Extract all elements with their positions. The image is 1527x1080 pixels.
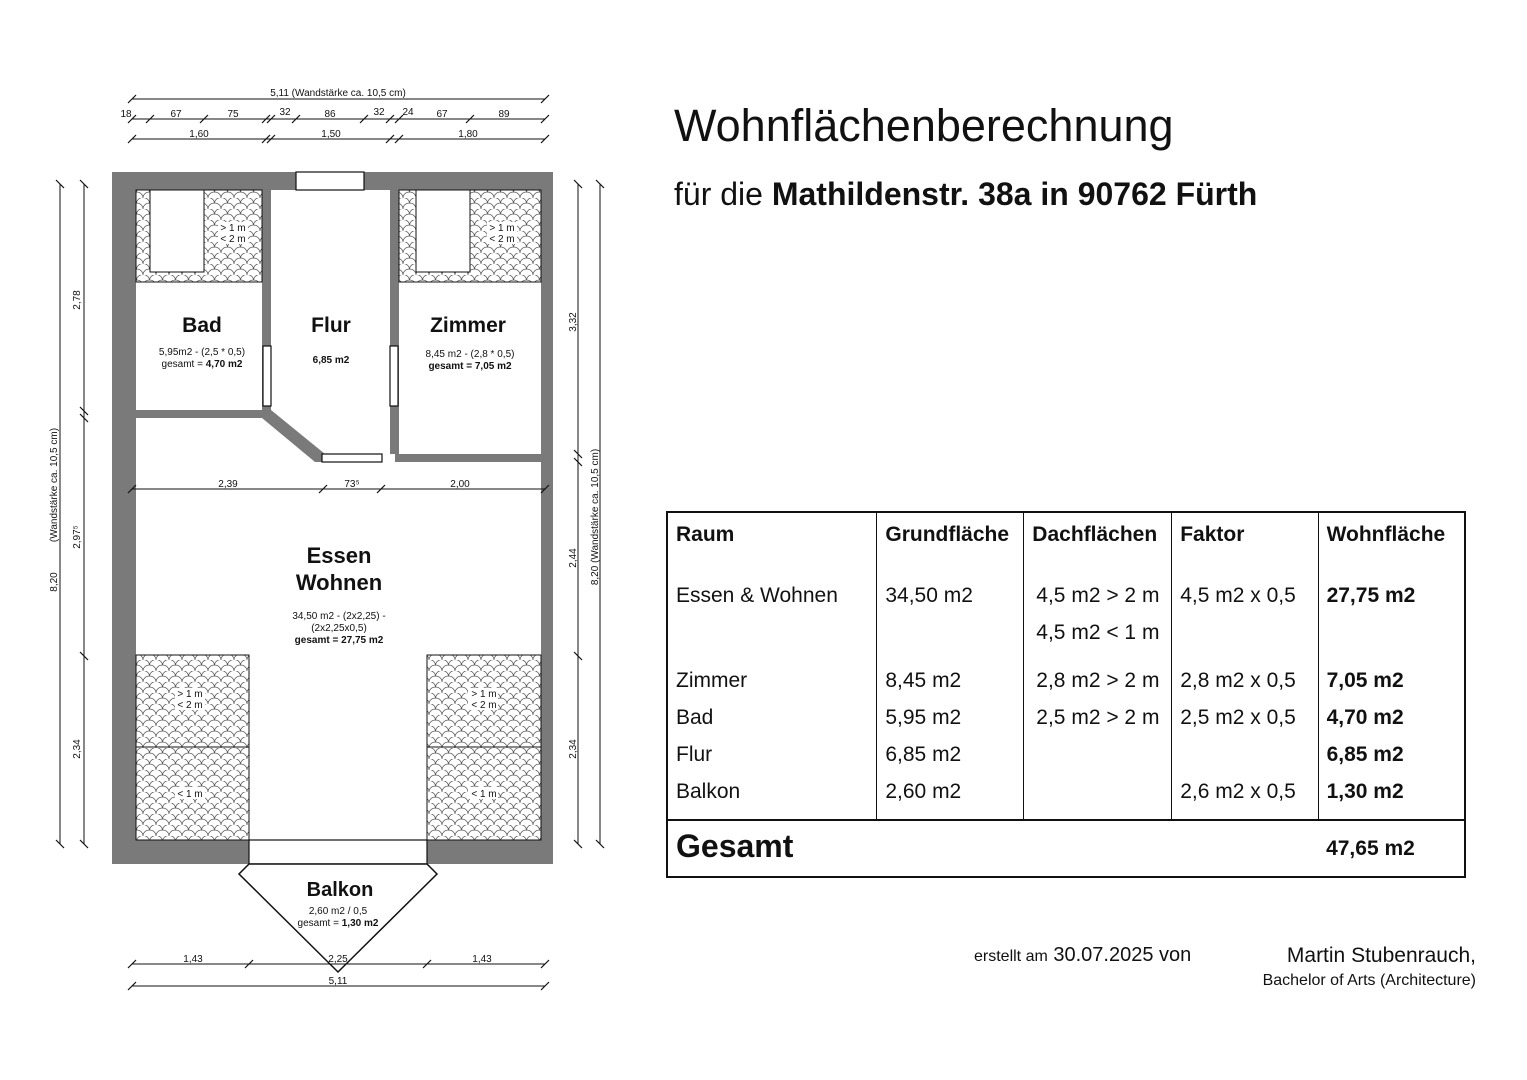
table-row: Bad 5,95 m2 2,5 m2 > 2 m 2,5 m2 x 0,5 4,70 m2 [667, 699, 1465, 736]
floor-plan [0, 0, 660, 1080]
table-row: Zimmer 8,45 m2 2,8 m2 > 2 m 2,8 m2 x 0,5 7,05 m2 [667, 662, 1465, 699]
col-faktor: Faktor [1172, 512, 1318, 557]
svg-text:2,78: 2,78 [72, 290, 83, 310]
table-row: Balkon 2,60 m2 2,6 m2 x 0,5 1,30 m2 [667, 773, 1465, 820]
col-raum: Raum [667, 512, 877, 557]
svg-text:2,00: 2,00 [450, 479, 470, 490]
svg-text:> 1 m: > 1 m [489, 223, 515, 234]
svg-text:(Wandstärke ca. 10,5 cm): (Wandstärke ca. 10,5 cm) [49, 427, 60, 543]
svg-text:2,34: 2,34 [72, 739, 83, 759]
room-balkon-name: Balkon [306, 879, 374, 901]
page-title: Wohnflächenberechnung [674, 100, 1174, 151]
svg-text:< 2 m: < 2 m [177, 700, 203, 711]
svg-text:> 1 m: > 1 m [471, 689, 497, 700]
svg-text:8,20: 8,20 [49, 572, 60, 592]
svg-text:1,43: 1,43 [183, 954, 203, 965]
table-row: Essen & Wohnen 34,50 m2 4,5 m2 > 2 m 4,5 m2 x 0,5 27,75 m2 [667, 557, 1465, 614]
svg-text:2,39: 2,39 [218, 479, 238, 490]
svg-text:2,34: 2,34 [568, 739, 579, 759]
svg-text:8,45 m2 - (2,8 * 0,5): 8,45 m2 - (2,8 * 0,5) [425, 349, 515, 360]
svg-text:(2x2,25x0,5): (2x2,25x0,5) [311, 623, 367, 634]
author-block [1260, 944, 1476, 990]
svg-text:89: 89 [498, 109, 510, 120]
svg-text:gesamt = 27,75 m2: gesamt = 27,75 m2 [294, 635, 384, 646]
svg-text:2,25: 2,25 [328, 954, 348, 965]
page-subtitle [674, 176, 1257, 213]
roof-areas [136, 190, 541, 840]
total-value: 47,65 m2 [1318, 820, 1465, 877]
svg-text:1,60: 1,60 [189, 129, 209, 140]
subtitle-prefix: für die [674, 176, 763, 212]
area-table [666, 511, 1466, 878]
svg-text:< 2 m: < 2 m [489, 234, 515, 245]
svg-text:34,50 m2 - (2x2,25) -: 34,50 m2 - (2x2,25) - [292, 611, 386, 622]
created-note: erstellt am 30.07.2025 von [974, 944, 1192, 966]
svg-text:gesamt = 4,70 m2: gesamt = 4,70 m2 [161, 359, 243, 370]
svg-text:gesamt = 7,05 m2: gesamt = 7,05 m2 [428, 361, 512, 372]
svg-text:3,32: 3,32 [568, 312, 579, 332]
svg-text:32: 32 [373, 107, 385, 118]
table-row: 4,5 m2 < 1 m [667, 614, 1465, 662]
total-label: Gesamt [676, 828, 794, 864]
svg-text:Wohnen: Wohnen [295, 570, 383, 595]
author-degree: Bachelor of Arts (Architecture) [1262, 972, 1476, 989]
svg-text:67: 67 [436, 109, 448, 120]
svg-text:75: 75 [227, 109, 239, 120]
svg-text:24: 24 [402, 107, 414, 118]
room-essen-name: Essen [306, 543, 372, 568]
svg-text:86: 86 [324, 109, 336, 120]
svg-text:5,11 (Wandstärke ca. 10,5 cm): 5,11 (Wandstärke ca. 10,5 cm) [270, 88, 406, 99]
svg-text:1,50: 1,50 [321, 129, 341, 140]
svg-text:< 1 m: < 1 m [177, 789, 203, 800]
svg-text:5,11: 5,11 [328, 976, 348, 987]
svg-text:1,80: 1,80 [458, 129, 478, 140]
svg-text:2,60 m2 / 0,5: 2,60 m2 / 0,5 [308, 906, 368, 917]
table-header-row [667, 512, 1465, 557]
room-bad-name: Bad [182, 314, 222, 337]
col-grundflaeche: Grundfläche [877, 512, 1024, 557]
svg-text:< 2 m: < 2 m [220, 234, 246, 245]
svg-text:< 2 m: < 2 m [471, 700, 497, 711]
svg-text:gesamt = 1,30 m2: gesamt = 1,30 m2 [297, 918, 379, 929]
svg-text:67: 67 [170, 109, 182, 120]
created-date: 30.07.2025 [1053, 944, 1154, 966]
svg-text:6,85 m2: 6,85 m2 [312, 355, 350, 366]
col-dachflaechen: Dachflächen [1024, 512, 1172, 557]
svg-text:32: 32 [279, 107, 291, 118]
svg-text:> 1 m: > 1 m [177, 689, 203, 700]
room-flur-name: Flur [311, 314, 351, 337]
subtitle-address: Mathildenstr. 38a in 90762 Fürth [771, 176, 1258, 212]
table-row: Flur 6,85 m2 6,85 m2 [667, 736, 1465, 773]
svg-text:18: 18 [120, 109, 132, 120]
svg-text:8,20 (Wandstärke ca. 10,5 cm): 8,20 (Wandstärke ca. 10,5 cm) [590, 448, 601, 586]
svg-text:< 1 m: < 1 m [471, 789, 497, 800]
col-wohnflaeche: Wohnfläche [1318, 512, 1465, 557]
svg-text:5,95m2 - (2,5 * 0,5): 5,95m2 - (2,5 * 0,5) [158, 347, 246, 358]
svg-text:> 1 m: > 1 m [220, 223, 246, 234]
svg-text:2,97⁵: 2,97⁵ [72, 525, 83, 549]
author-name: Martin Stubenrauch, [1286, 944, 1476, 967]
svg-text:73⁵: 73⁵ [344, 479, 360, 490]
svg-text:1,43: 1,43 [472, 954, 492, 965]
room-zimmer-name: Zimmer [430, 314, 506, 337]
svg-text:2,44: 2,44 [568, 548, 579, 568]
table-total-row [667, 820, 1465, 877]
